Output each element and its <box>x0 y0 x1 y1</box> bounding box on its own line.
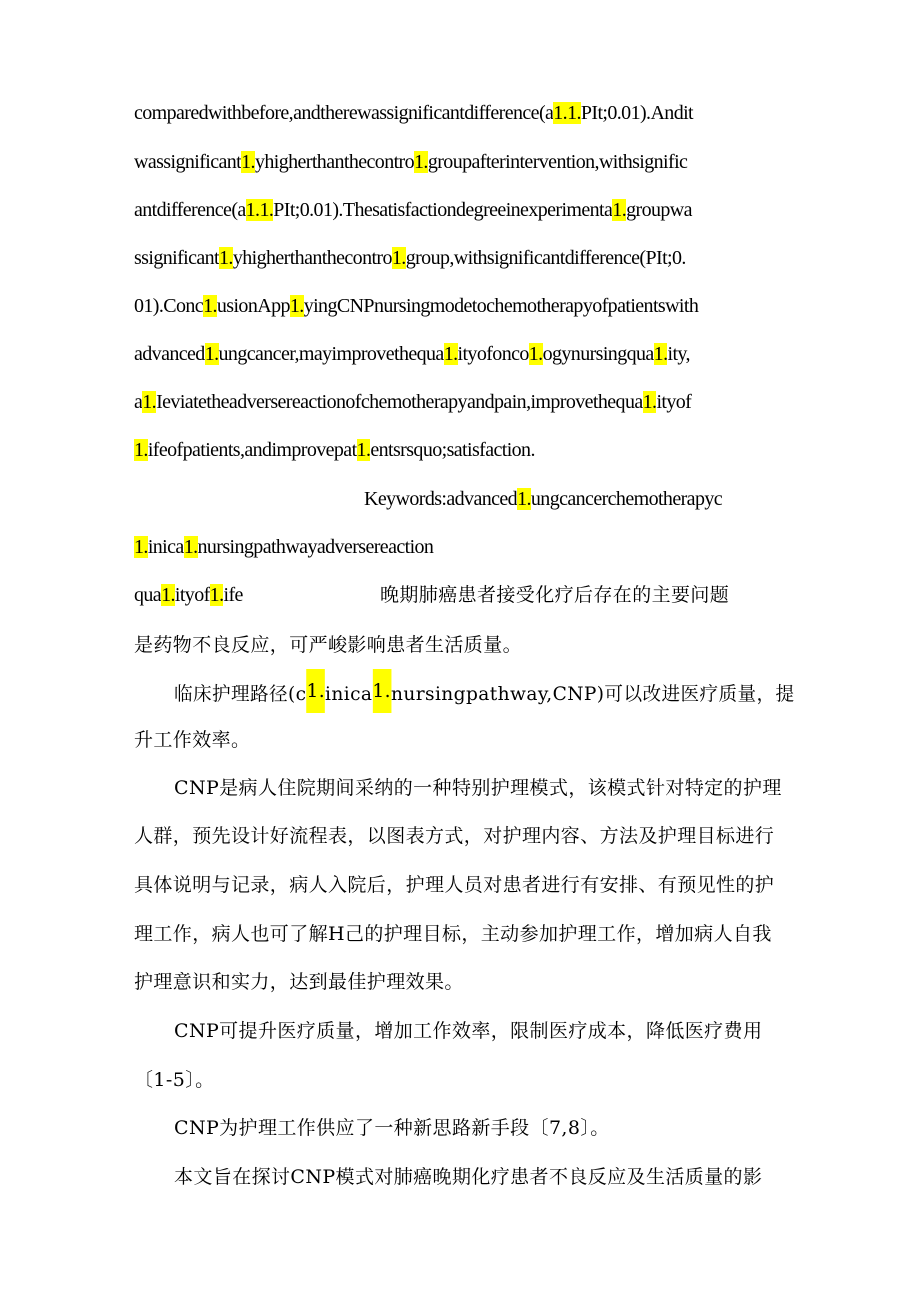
text-run: Ieviatetheadversereactionofchemotherapyandpain,improvethequa <box>156 391 643 413</box>
text-run: CNP为护理工作供应了一种新思路新手段〔7,8〕。 <box>174 1117 610 1139</box>
body-line-9 <box>134 968 464 996</box>
text-run: groupafterintervention,withsignific <box>427 151 688 173</box>
text-run: a <box>134 391 143 413</box>
abstract-line-7 <box>134 388 691 416</box>
abstract-line-8 <box>134 436 535 464</box>
highlight-mark: 1. <box>306 669 325 713</box>
text-run: ityofonco <box>457 343 529 365</box>
highlight-mark: 1. <box>289 295 304 317</box>
body-line-5 <box>174 774 782 802</box>
highlight-mark: 1. <box>134 536 148 558</box>
text-run: CNP是病人住院期间采纳的一种特别护理模式，该模式针对特定的护理 <box>174 777 782 799</box>
text-run: ifeofpatients,andimprovepat <box>147 439 357 461</box>
body-line-10 <box>174 1017 762 1045</box>
text-run: qua <box>134 584 162 606</box>
text-run: groupwa <box>626 199 692 221</box>
keywords-line-1 <box>364 485 722 513</box>
text-run: nursingpathwayadversereaction <box>197 536 434 558</box>
abstract-line-6 <box>134 340 690 368</box>
highlight-mark: 1. <box>414 151 428 173</box>
body-line-6 <box>134 822 774 850</box>
body-line-4 <box>134 726 250 754</box>
highlight-mark: 1. <box>612 199 627 221</box>
keywords-line-3a <box>134 581 243 609</box>
body-line-2 <box>134 631 522 659</box>
text-run: CNP可提升医疗质量，增加工作效率，限制医疗成本，降低医疗费用 <box>174 1020 763 1042</box>
text-run: 晚期肺癌患者接受化疗后存在的主要问题 <box>380 584 730 606</box>
highlight-mark: 1. <box>517 488 531 510</box>
highlight-mark: 1. <box>203 295 217 317</box>
text-run: ogynursingqua <box>542 343 654 365</box>
text-run: inica <box>325 683 373 705</box>
text-run: ityof <box>656 391 692 413</box>
text-run: Keywords:advanced <box>364 488 518 510</box>
text-run: yingCNPnursingmodetochemotherapyofpatientswith <box>303 295 699 317</box>
abstract-line-1 <box>134 99 693 127</box>
abstract-line-2 <box>134 148 687 176</box>
highlight-mark: 1.1. <box>245 199 274 221</box>
body-line-3 <box>174 677 794 705</box>
text-run: 具体说明与记录，病人入院后，护理人员对患者进行有安排、有预见性的护 <box>134 874 775 896</box>
text-run: usionApp <box>216 295 290 317</box>
text-run: 本文旨在探讨CNP模式对肺癌晚期化疗患者不良反应及生活质量的影 <box>174 1166 763 1188</box>
highlight-mark: 1. <box>204 343 219 365</box>
body-line-1b <box>380 581 729 609</box>
body-line-8 <box>134 920 772 948</box>
text-run: 护理意识和实力，达到最佳护理效果。 <box>134 971 464 993</box>
highlight-mark: 1. <box>219 247 233 269</box>
body-line-12 <box>174 1114 610 1142</box>
abstract-line-3 <box>134 196 692 224</box>
text-run: inica <box>147 536 184 558</box>
text-run: 〔1-5〕。 <box>134 1069 215 1091</box>
text-run: advanced <box>134 343 205 365</box>
highlight-mark: 1. <box>209 584 224 606</box>
text-run: comparedwithbefore,andtherewassignificantdifference(a <box>134 102 554 124</box>
abstract-line-5 <box>134 292 698 320</box>
highlight-mark: 1. <box>134 439 148 461</box>
text-run: yhigherthanthecontro <box>254 151 415 173</box>
text-run: nursingpathway,CNP)可以改进医疗质量，提 <box>390 683 795 705</box>
keywords-line-2 <box>134 533 433 561</box>
text-run: ungcancerchemotherapyc <box>530 488 723 510</box>
text-run: 临床护理路径(c <box>174 683 307 705</box>
text-run: PIt;0.01).Thesatisfactiondegreeinexperimenta <box>273 199 613 221</box>
text-run: 理工作，病人也可了解H己的护理目标，主动参加护理工作，增加病人自我 <box>134 923 772 945</box>
highlight-mark: 1. <box>356 439 371 461</box>
highlight-mark: 1. <box>653 343 668 365</box>
abstract-line-4 <box>134 244 686 272</box>
highlight-mark: 1. <box>161 584 175 606</box>
body-line-7 <box>134 871 774 899</box>
text-run: ssignificant <box>134 247 220 269</box>
text-run: antdifference(a <box>134 199 246 221</box>
text-run: ity, <box>667 343 690 365</box>
highlight-mark: 1. <box>241 151 255 173</box>
body-line-11 <box>134 1066 215 1094</box>
highlight-mark: 1. <box>642 391 657 413</box>
highlight-mark: 1. <box>443 343 458 365</box>
highlight-mark: 1. <box>183 536 198 558</box>
body-line-13 <box>174 1163 762 1191</box>
highlight-mark: 1. <box>142 391 157 413</box>
text-run: wassignificant <box>134 151 242 173</box>
text-run: entsrsquo;satisfaction. <box>370 439 535 461</box>
text-run: ityof <box>174 584 210 606</box>
text-run: ife <box>223 584 243 606</box>
highlight-mark: 1. <box>372 669 391 713</box>
text-run: 人群，预先设计好流程表，以图表方式，对护理内容、方法及护理目标进行 <box>134 825 775 847</box>
highlight-mark: 1.1. <box>553 102 581 124</box>
highlight-mark: 1. <box>528 343 543 365</box>
text-run: 升工作效率。 <box>134 729 251 751</box>
text-run: yhigherthanthecontro <box>232 247 392 269</box>
text-run: group,withsignificantdifference(PIt;0. <box>405 247 686 269</box>
text-run: 是药物不良反应，可严峻影响患者生活质量。 <box>134 634 523 656</box>
text-run: ungcancer,mayimprovethequa <box>218 343 444 365</box>
highlight-mark: 1. <box>391 247 406 269</box>
text-run: 01).Conc <box>134 295 204 317</box>
text-run: PIt;0.01).Andit <box>580 102 694 124</box>
